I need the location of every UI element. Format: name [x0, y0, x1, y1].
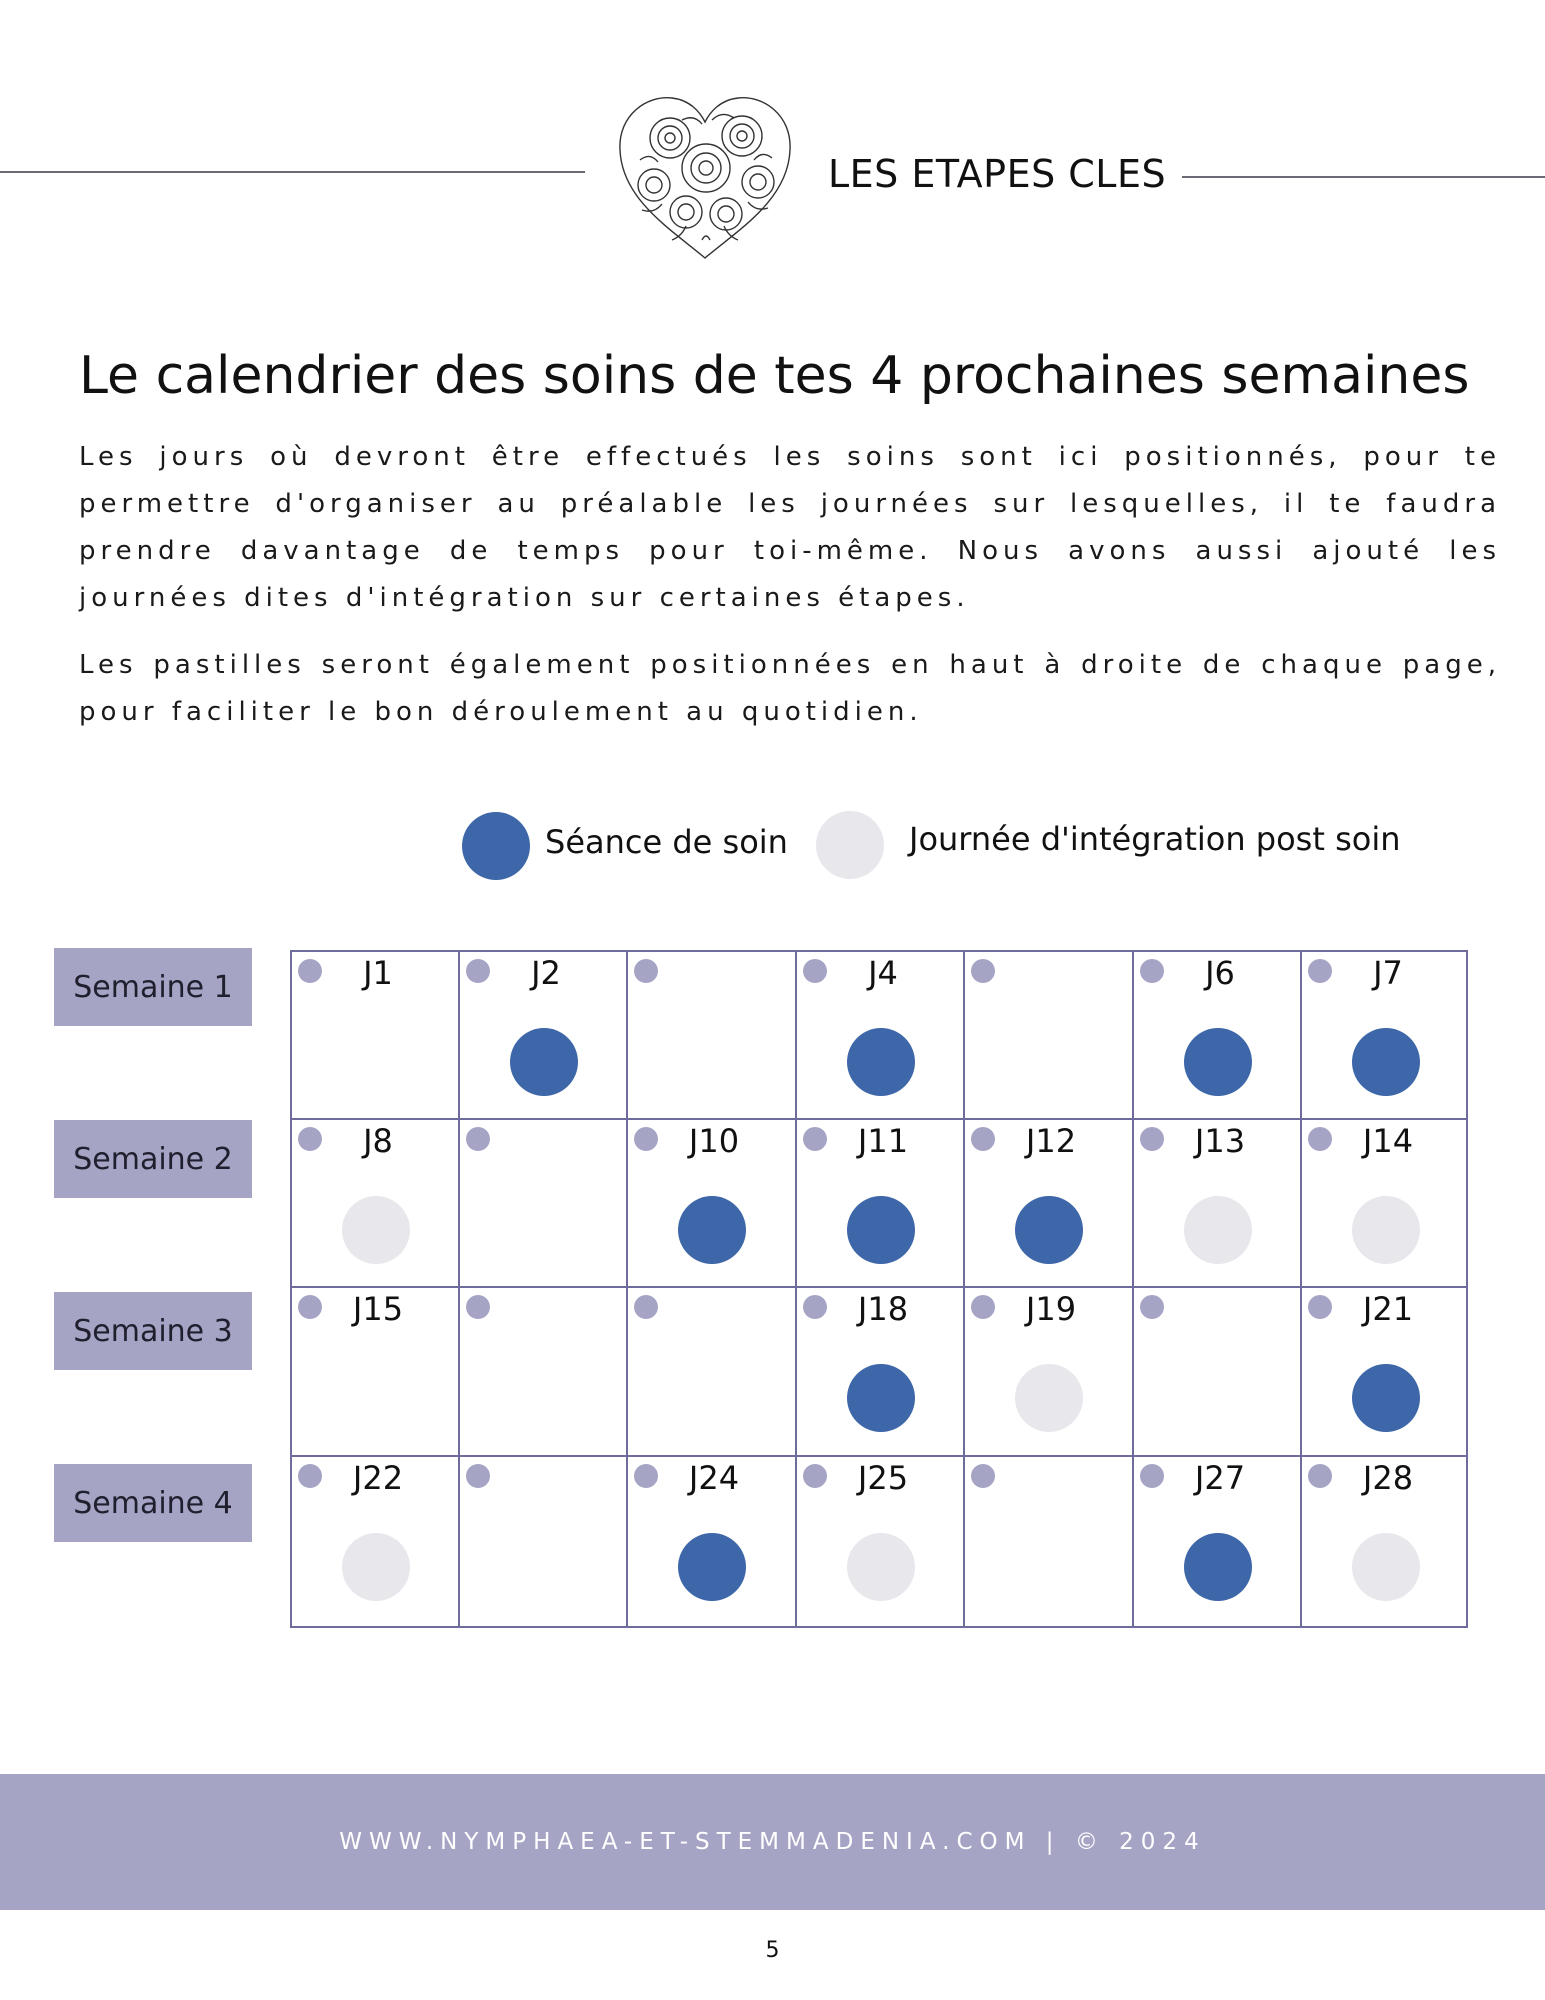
- day-label: J24: [688, 1459, 740, 1497]
- page-number: 5: [765, 1938, 780, 1963]
- calendar-day-cell: [460, 1457, 628, 1625]
- calendar-day-cell: [292, 952, 460, 1120]
- calendar-day-cell: [292, 1288, 460, 1456]
- day-marker-dot: [971, 959, 995, 983]
- calendar-day-cell: [797, 1288, 965, 1456]
- day-label: J7: [1373, 954, 1403, 992]
- integration-day-dot: [1015, 1364, 1083, 1432]
- legend-integration-label: Journée d'intégration post soin: [909, 820, 1401, 858]
- integration-day-dot: [1352, 1533, 1420, 1601]
- legend-integration-dot: [816, 811, 884, 879]
- calendar-day-cell: [460, 952, 628, 1120]
- integration-day-dot: [342, 1196, 410, 1264]
- section-title: LES ETAPES CLES: [828, 152, 1167, 196]
- day-label: J25: [857, 1459, 909, 1497]
- legend-care-label: Séance de soin: [545, 823, 788, 861]
- care-session-dot: [1015, 1196, 1083, 1264]
- day-label: J18: [857, 1290, 909, 1328]
- day-marker-dot: [634, 1127, 658, 1151]
- care-session-dot: [847, 1028, 915, 1096]
- day-marker-dot: [634, 959, 658, 983]
- page-heading: Le calendrier des soins de tes 4 prochaines semaines: [79, 346, 1470, 406]
- calendar-day-cell: [1302, 1288, 1470, 1456]
- day-label: J11: [857, 1122, 909, 1160]
- calendar-day-cell: [797, 1457, 965, 1625]
- day-marker-dot: [803, 1295, 827, 1319]
- calendar-day-cell: [1134, 1120, 1302, 1288]
- day-label: J13: [1194, 1122, 1246, 1160]
- day-marker-dot: [1140, 1464, 1164, 1488]
- care-session-dot: [1184, 1533, 1252, 1601]
- day-marker-dot: [466, 959, 490, 983]
- calendar-day-cell: [965, 1457, 1133, 1625]
- care-session-dot: [1184, 1028, 1252, 1096]
- calendar-day-cell: [1134, 1457, 1302, 1625]
- calendar-day-cell: [1134, 952, 1302, 1120]
- care-session-dot: [678, 1533, 746, 1601]
- week-label-2: Semaine 2: [54, 1120, 252, 1198]
- integration-day-dot: [1352, 1196, 1420, 1264]
- care-session-dot: [1352, 1364, 1420, 1432]
- calendar-day-cell: [460, 1120, 628, 1288]
- day-label: J19: [1025, 1290, 1077, 1328]
- week-label-3: Semaine 3: [54, 1292, 252, 1370]
- calendar-day-cell: [1302, 1120, 1470, 1288]
- day-label: J22: [352, 1459, 404, 1497]
- calendar-day-cell: [965, 952, 1133, 1120]
- footer-band: [0, 1774, 1545, 1910]
- day-label: J4: [868, 954, 898, 992]
- legend-care-dot: [462, 812, 530, 880]
- care-session-dot: [510, 1028, 578, 1096]
- day-marker-dot: [971, 1127, 995, 1151]
- day-marker-dot: [1140, 959, 1164, 983]
- grid-horizontal-line: [290, 1626, 1468, 1628]
- calendar-day-cell: [292, 1120, 460, 1288]
- day-marker-dot: [634, 1295, 658, 1319]
- calendar-day-cell: [628, 1288, 796, 1456]
- calendar-day-cell: [1134, 1288, 1302, 1456]
- day-marker-dot: [466, 1464, 490, 1488]
- day-label: J12: [1025, 1122, 1077, 1160]
- day-marker-dot: [971, 1295, 995, 1319]
- calendar-day-cell: [628, 1120, 796, 1288]
- calendar-day-cell: [1302, 1457, 1470, 1625]
- week-label-4: Semaine 4: [54, 1464, 252, 1542]
- care-session-dot: [1352, 1028, 1420, 1096]
- pastilles-paragraph: Les pastilles seront également positionnées en haut à droite de chaque page, pour faciliter le bon déroulement au quotidien.: [79, 650, 1501, 727]
- day-label: J1: [363, 954, 393, 992]
- day-marker-dot: [803, 1127, 827, 1151]
- day-marker-dot: [298, 959, 322, 983]
- day-label: J8: [363, 1122, 393, 1160]
- calendar-day-cell: [965, 1288, 1133, 1456]
- calendar-day-cell: [628, 952, 796, 1120]
- day-label: J21: [1362, 1290, 1414, 1328]
- integration-day-dot: [342, 1533, 410, 1601]
- day-marker-dot: [1140, 1127, 1164, 1151]
- header-rule-left: [0, 171, 585, 173]
- day-marker-dot: [1140, 1295, 1164, 1319]
- day-label: J10: [688, 1122, 740, 1160]
- footer-website: WWW.NYMPHAEA-ET-STEMMADENIA.COM | © 2024: [339, 1829, 1206, 1855]
- heart-flower-bouquet-icon: [612, 90, 798, 262]
- calendar-day-cell: [797, 952, 965, 1120]
- care-session-dot: [847, 1364, 915, 1432]
- day-marker-dot: [971, 1464, 995, 1488]
- day-label: J2: [531, 954, 561, 992]
- day-marker-dot: [1308, 959, 1332, 983]
- day-label: J6: [1205, 954, 1235, 992]
- calendar-day-cell: [460, 1288, 628, 1456]
- calendar-day-cell: [797, 1120, 965, 1288]
- day-label: J15: [352, 1290, 404, 1328]
- integration-day-dot: [1184, 1196, 1252, 1264]
- calendar-day-cell: [965, 1120, 1133, 1288]
- day-marker-dot: [1308, 1464, 1332, 1488]
- day-label: J14: [1362, 1122, 1414, 1160]
- day-marker-dot: [298, 1464, 322, 1488]
- day-label: J28: [1362, 1459, 1414, 1497]
- day-marker-dot: [1308, 1127, 1332, 1151]
- day-label: J27: [1194, 1459, 1246, 1497]
- calendar-day-cell: [628, 1457, 796, 1625]
- day-marker-dot: [1308, 1295, 1332, 1319]
- care-session-dot: [847, 1196, 915, 1264]
- day-marker-dot: [634, 1464, 658, 1488]
- care-session-dot: [678, 1196, 746, 1264]
- day-marker-dot: [298, 1127, 322, 1151]
- calendar-day-cell: [292, 1457, 460, 1625]
- integration-day-dot: [847, 1533, 915, 1601]
- day-marker-dot: [466, 1295, 490, 1319]
- day-marker-dot: [466, 1127, 490, 1151]
- calendar-day-cell: [1302, 952, 1470, 1120]
- intro-paragraph: Les jours où devront être effectués les soins sont ici positionnés, pour te permettre d'organiser au préalable les journées sur lesquelles, il te faudra prendre davantage de temps pour toi-même. Nous avons aussi ajouté les journées dites d'intégration sur certaines étapes.: [79, 442, 1501, 613]
- day-marker-dot: [298, 1295, 322, 1319]
- care-calendar-grid: [290, 950, 1468, 1628]
- week-label-1: Semaine 1: [54, 948, 252, 1026]
- header-rule-right: [1182, 176, 1545, 178]
- day-marker-dot: [803, 1464, 827, 1488]
- day-marker-dot: [803, 959, 827, 983]
